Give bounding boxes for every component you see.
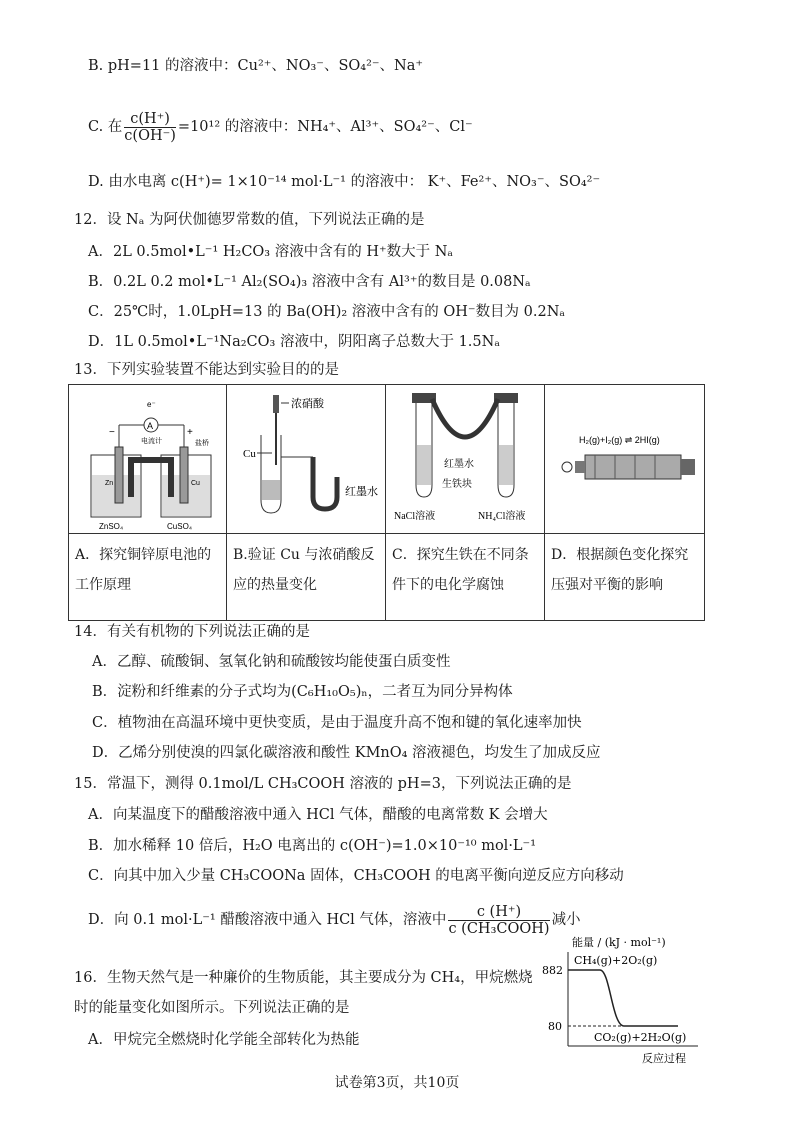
q13-stem: 13．下列实验装置不能达到实验目的的是: [74, 362, 339, 378]
acid-label: 浓硝酸: [291, 398, 324, 410]
caption-a-cell: [69, 534, 227, 621]
q16-stem-line1: 16．生物天然气是一种廉价的生物质能，其主要成分为 CH₄，甲烷燃烧: [74, 970, 533, 986]
q15-option-d: [88, 903, 581, 937]
q14-option-a: A．乙醇、硫酸铜、氢氧化钠和硫酸铵均能使蛋白质变性: [92, 654, 451, 670]
q15-option-d-suffix: 减小: [551, 912, 581, 928]
energy-high-value: 882: [542, 964, 563, 977]
cuso4-label: CuSO₄: [167, 522, 193, 531]
nh4cl-label: NH₄Cl溶液: [478, 511, 526, 522]
q12-option-d: D．1L 0.5mol•L⁻¹Na₂CO₃ 溶液中，阴阳离子总数大于 1.5Nₐ: [88, 334, 500, 350]
syringe-diagram: [545, 385, 704, 533]
figure-a-cell: [69, 385, 227, 534]
q11-option-d: D. 由水电离 c(H⁺)= 1×10⁻¹⁴ mol·L⁻¹ 的溶液中： K⁺、Fe²⁺、NO₃⁻、SO₄²⁻: [88, 174, 601, 190]
caption-b: B.验证 Cu 与浓硝酸反应的热量变化: [233, 547, 375, 593]
figure-b-cell: [227, 385, 386, 534]
figure-d-cell: [545, 385, 705, 534]
q12-option-c: C．25℃时，1.0LpH=13 的 Ba(OH)₂ 溶液中含有的 OH⁻数目为 0.2Nₐ: [88, 304, 566, 320]
q15-option-a: A．向某温度下的醋酸溶液中通入 HCl 气体，醋酸的电离常数 K 会增大: [88, 807, 548, 823]
reactants-label: CH₄(g)+2O₂(g): [574, 954, 658, 967]
q15-option-d-numerator: c (H⁺): [448, 904, 549, 921]
caption-c: C．探究生铁在不同条件下的电化学腐蚀: [392, 547, 529, 593]
q11-option-b: B. pH=11 的溶液中：Cu²⁺、NO₃⁻、SO₄²⁻、Na⁺: [88, 58, 424, 74]
electron-label: e⁻: [147, 400, 156, 409]
energy-x-label: 反应过程: [642, 1052, 686, 1065]
energy-y-label: 能量 / (kJ · mol⁻¹): [572, 936, 666, 949]
q11-option-c-denominator: c(OH⁻): [124, 127, 176, 144]
q15-option-d-fraction: [448, 904, 549, 937]
minus-sign: −: [109, 427, 115, 438]
galvanic-cell-diagram: [69, 385, 226, 533]
salt-bridge-label: 盐桥: [195, 440, 209, 447]
equilibrium-equation: H₂(g)+I₂(g) ⇌ 2HI(g): [579, 435, 660, 445]
ammeter-label: A: [147, 421, 154, 431]
caption-d: D．根据颜色变化探究压强对平衡的影响: [551, 547, 689, 593]
q11-option-c: [88, 110, 473, 144]
q12-option-b: B．0.2L 0.2 mol•L⁻¹ Al₂(SO₄)₃ 溶液中含有 Al³⁺的数目是 0.08Nₐ: [88, 274, 531, 290]
zn-label: Zn: [105, 480, 114, 487]
q11-option-c-suffix: =10¹² 的溶液中：NH₄⁺、Al³⁺、SO₄²⁻、Cl⁻: [177, 119, 473, 135]
caption-d-cell: [545, 534, 705, 621]
q11-option-c-prefix: C. 在: [88, 119, 123, 135]
q16-stem-line2: 时的能量变化如图所示。下列说法正确的是: [74, 1000, 350, 1016]
figure-c-cell: [386, 385, 545, 534]
red-ink-label-c: 红墨水: [444, 459, 474, 470]
q15-option-d-denominator: c (CH₃COOH): [448, 920, 550, 937]
q14-option-d: D．乙烯分别使溴的四氯化碳溶液和酸性 KMnO₄ 溶液褪色，均发生了加成反应: [92, 745, 601, 761]
pig-iron-label: 生铁块: [442, 479, 472, 490]
plus-sign: +: [187, 427, 193, 438]
caption-b-cell: [227, 534, 386, 621]
iron-corrosion-diagram: [386, 385, 544, 533]
q14-option-c: C．植物油在高温环境中更快变质，是由于温度升高不饱和键的氧化速率加快: [92, 715, 582, 731]
q14-option-b: B．淀粉和纤维素的分子式均为(C₆H₁₀O₅)ₙ，二者互为同分异构体: [92, 684, 513, 700]
galvanometer-label: 电流计: [141, 438, 162, 445]
page-footer: 试卷第3页，共10页: [334, 1075, 460, 1091]
q15-option-d-prefix: D．向 0.1 mol·L⁻¹ 醋酸溶液中通入 HCl 气体，溶液中: [88, 912, 447, 928]
q12-stem: 12．设 Nₐ 为阿伏伽德罗常数的值，下列说法正确的是: [74, 212, 425, 228]
q15-option-c: C．向其中加入少量 CH₃COONa 固体，CH₃COOH 的电离平衡向逆反应方向移动: [88, 868, 624, 884]
q15-stem: 15．常温下，测得 0.1mol/L CH₃COOH 溶液的 pH=3，下列说法正确的是: [74, 776, 572, 792]
products-label: CO₂(g)+2H₂O(g): [594, 1031, 687, 1044]
q11-option-c-numerator: c(H⁺): [124, 111, 176, 128]
q16-option-a: A．甲烷完全燃烧时化学能全部转化为热能: [88, 1032, 360, 1048]
energy-low-value: 80: [548, 1020, 562, 1033]
caption-c-cell: [386, 534, 545, 621]
cu-label-b: Cu: [243, 448, 256, 460]
znso4-label: ZnSO₄: [99, 522, 124, 531]
q14-stem: 14．有关有机物的下列说法正确的是: [74, 624, 310, 640]
nacl-label: NaCl溶液: [394, 511, 436, 522]
q13-experiment-table: [68, 384, 705, 621]
copper-nitric-acid-diagram: [227, 385, 385, 533]
q11-option-c-fraction: [124, 111, 176, 144]
cu-label: Cu: [191, 480, 200, 487]
caption-a: A．探究铜锌原电池的工作原理: [75, 547, 212, 593]
q15-option-b: B．加水稀释 10 倍后，H₂O 电离出的 c(OH⁻)=1.0×10⁻¹⁰ mol·L⁻¹: [88, 838, 537, 854]
q12-option-a: A．2L 0.5mol•L⁻¹ H₂CO₃ 溶液中含有的 H⁺数大于 Nₐ: [88, 244, 454, 260]
red-ink-label: 红墨水: [345, 486, 378, 498]
energy-diagram: [538, 930, 708, 1068]
